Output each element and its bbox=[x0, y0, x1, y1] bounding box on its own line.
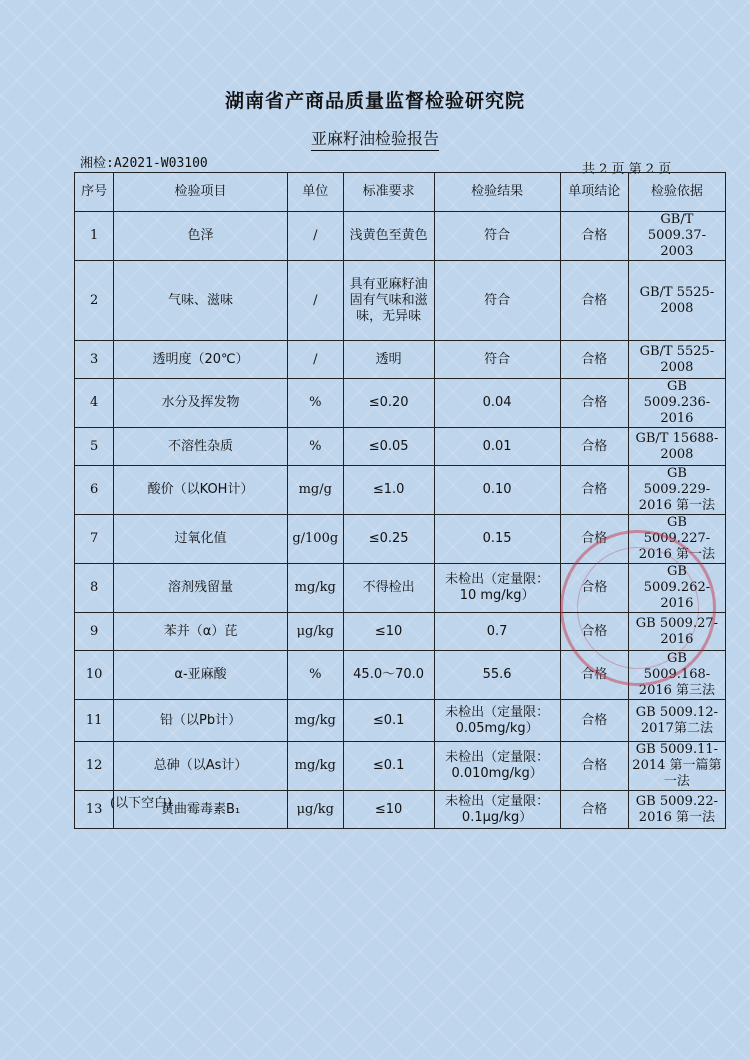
row-no: 7 bbox=[75, 515, 114, 564]
row-conclusion: 合格 bbox=[560, 613, 628, 651]
row-item: 酸价（以KOH计） bbox=[114, 466, 288, 515]
row-no: 4 bbox=[75, 379, 114, 428]
row-item: 色泽 bbox=[114, 212, 288, 261]
table-row bbox=[75, 466, 726, 515]
row-item: 透明度（20℃） bbox=[114, 341, 288, 379]
report-title-text: 亚麻籽油检验报告 bbox=[311, 129, 439, 151]
row-result: 符合 bbox=[434, 212, 560, 261]
table-row bbox=[75, 428, 726, 466]
row-no: 9 bbox=[75, 613, 114, 651]
row-item: 水分及挥发物 bbox=[114, 379, 288, 428]
row-basis: GB/T 5525-2008 bbox=[628, 261, 725, 341]
row-result: 符合 bbox=[434, 341, 560, 379]
table-row bbox=[75, 261, 726, 341]
row-result: 55.6 bbox=[434, 651, 560, 700]
table-row bbox=[75, 651, 726, 700]
row-conclusion: 合格 bbox=[560, 261, 628, 341]
row-unit: g/100g bbox=[287, 515, 343, 564]
row-conclusion: 合格 bbox=[560, 564, 628, 613]
report-title bbox=[0, 126, 750, 149]
row-conclusion: 合格 bbox=[560, 379, 628, 428]
row-item: 不溶性杂质 bbox=[114, 428, 288, 466]
table-row bbox=[75, 379, 726, 428]
row-unit: mg/kg bbox=[287, 564, 343, 613]
row-unit: / bbox=[287, 261, 343, 341]
page-indicator: 共 2 页 第 2 页 bbox=[582, 162, 672, 177]
row-result: 符合 bbox=[434, 261, 560, 341]
row-standard: ≤0.05 bbox=[343, 428, 434, 466]
row-item: α-亚麻酸 bbox=[114, 651, 288, 700]
row-basis: GB 5009.236-2016 bbox=[628, 379, 725, 428]
row-standard: 45.0～70.0 bbox=[343, 651, 434, 700]
row-basis: GB 5009.168-2016 第三法 bbox=[628, 651, 725, 700]
row-result: 未检出（定量限：0.05mg/kg） bbox=[434, 700, 560, 742]
table-row bbox=[75, 564, 726, 613]
row-standard: ≤0.1 bbox=[343, 700, 434, 742]
row-result: 未检出（定量限：10 mg/kg） bbox=[434, 564, 560, 613]
row-conclusion: 合格 bbox=[560, 466, 628, 515]
row-unit: mg/kg bbox=[287, 700, 343, 742]
row-no: 12 bbox=[75, 742, 114, 791]
row-basis: GB 5009.12-2017第二法 bbox=[628, 700, 725, 742]
report-number: 湘检:A2021-W03100 bbox=[80, 156, 208, 171]
row-result: 0.04 bbox=[434, 379, 560, 428]
row-standard: 浅黄色至黄色 bbox=[343, 212, 434, 261]
blank-note: (以下空白) bbox=[110, 796, 173, 811]
table-row bbox=[75, 613, 726, 651]
row-result: 未检出（定量限：0.010mg/kg） bbox=[434, 742, 560, 791]
row-item: 过氧化值 bbox=[114, 515, 288, 564]
col-header-unit: 单位 bbox=[287, 173, 343, 212]
row-standard: 具有亚麻籽油固有气味和滋味，无异味 bbox=[343, 261, 434, 341]
row-basis: GB/T 15688-2008 bbox=[628, 428, 725, 466]
row-no: 1 bbox=[75, 212, 114, 261]
row-basis: GB/T 5525-2008 bbox=[628, 341, 725, 379]
row-result: 0.7 bbox=[434, 613, 560, 651]
row-standard: ≤10 bbox=[343, 791, 434, 829]
row-basis: GB 5009.262-2016 bbox=[628, 564, 725, 613]
row-no: 13 bbox=[75, 791, 114, 829]
table-row bbox=[75, 742, 726, 791]
row-item: 铅（以Pb计） bbox=[114, 700, 288, 742]
col-header-basis: 检验依据 bbox=[628, 173, 725, 212]
row-basis: GB 5009.22-2016 第一法 bbox=[628, 791, 725, 829]
row-result: 0.01 bbox=[434, 428, 560, 466]
col-header-no: 序号 bbox=[75, 173, 114, 212]
row-conclusion: 合格 bbox=[560, 791, 628, 829]
row-no: 2 bbox=[75, 261, 114, 341]
row-no: 3 bbox=[75, 341, 114, 379]
row-item: 总砷（以As计） bbox=[114, 742, 288, 791]
row-unit: mg/g bbox=[287, 466, 343, 515]
row-standard: ≤10 bbox=[343, 613, 434, 651]
row-unit: % bbox=[287, 379, 343, 428]
table-body bbox=[75, 212, 726, 829]
row-result: 未检出（定量限：0.1μg/kg） bbox=[434, 791, 560, 829]
row-unit: % bbox=[287, 651, 343, 700]
row-basis: GB 5009.229-2016 第一法 bbox=[628, 466, 725, 515]
row-no: 11 bbox=[75, 700, 114, 742]
row-item: 气味、滋味 bbox=[114, 261, 288, 341]
row-standard: ≤1.0 bbox=[343, 466, 434, 515]
row-basis: GB 5009.27-2016 bbox=[628, 613, 725, 651]
row-conclusion: 合格 bbox=[560, 742, 628, 791]
row-standard: ≤0.20 bbox=[343, 379, 434, 428]
results-table bbox=[74, 172, 726, 829]
row-no: 5 bbox=[75, 428, 114, 466]
col-header-conclusion: 单项结论 bbox=[560, 173, 628, 212]
row-item: 黄曲霉毒素B₁ bbox=[114, 791, 288, 829]
row-standard: ≤0.1 bbox=[343, 742, 434, 791]
row-standard: ≤0.25 bbox=[343, 515, 434, 564]
table-row bbox=[75, 341, 726, 379]
row-unit: / bbox=[287, 212, 343, 261]
row-no: 10 bbox=[75, 651, 114, 700]
row-conclusion: 合格 bbox=[560, 515, 628, 564]
row-result: 0.15 bbox=[434, 515, 560, 564]
row-basis: GB/T 5009.37-2003 bbox=[628, 212, 725, 261]
col-header-result: 检验结果 bbox=[434, 173, 560, 212]
row-conclusion: 合格 bbox=[560, 428, 628, 466]
row-unit: / bbox=[287, 341, 343, 379]
institute-name: 湖南省产商品质量监督检验研究院 bbox=[224, 90, 525, 112]
row-conclusion: 合格 bbox=[560, 651, 628, 700]
row-item: 苯并（α）芘 bbox=[114, 613, 288, 651]
row-unit: μg/kg bbox=[287, 613, 343, 651]
row-conclusion: 合格 bbox=[560, 212, 628, 261]
row-basis: GB 5009.227-2016 第一法 bbox=[628, 515, 725, 564]
row-unit: mg/kg bbox=[287, 742, 343, 791]
row-conclusion: 合格 bbox=[560, 341, 628, 379]
row-conclusion: 合格 bbox=[560, 700, 628, 742]
row-basis: GB 5009.11-2014 第一篇第一法 bbox=[628, 742, 725, 791]
row-standard: 透明 bbox=[343, 341, 434, 379]
col-header-standard: 标准要求 bbox=[343, 173, 434, 212]
col-header-item: 检验项目 bbox=[114, 173, 288, 212]
table-row bbox=[75, 212, 726, 261]
row-standard: 不得检出 bbox=[343, 564, 434, 613]
row-unit: % bbox=[287, 428, 343, 466]
row-unit: μg/kg bbox=[287, 791, 343, 829]
row-no: 6 bbox=[75, 466, 114, 515]
row-no: 8 bbox=[75, 564, 114, 613]
row-result: 0.10 bbox=[434, 466, 560, 515]
table-row bbox=[75, 515, 726, 564]
table-row bbox=[75, 700, 726, 742]
row-item: 溶剂残留量 bbox=[114, 564, 288, 613]
table-header-row bbox=[75, 173, 726, 212]
